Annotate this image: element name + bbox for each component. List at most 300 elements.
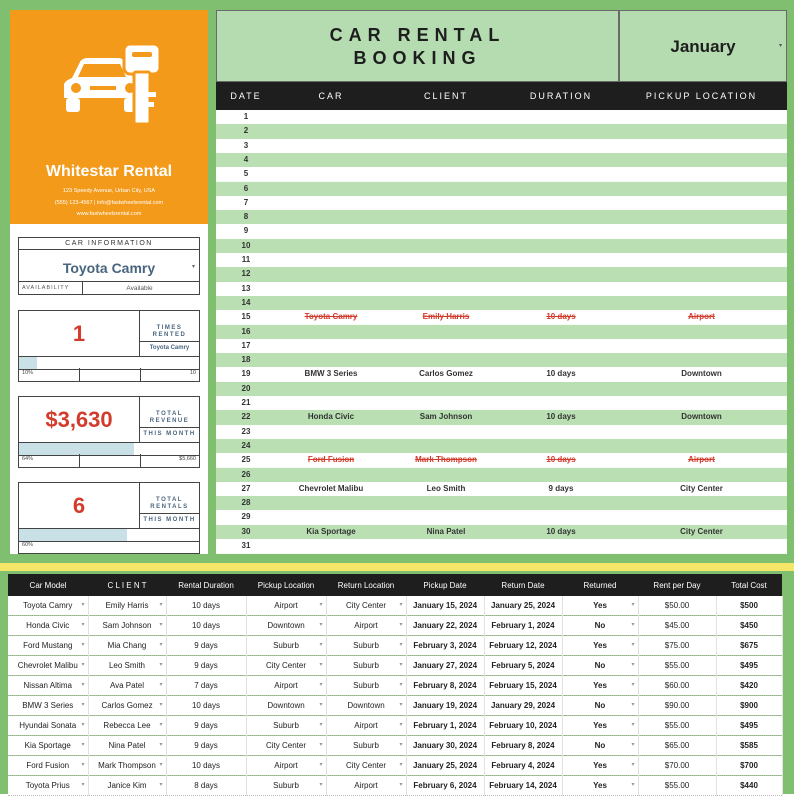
title-line1: CAR RENTAL [329, 25, 506, 45]
table-cell[interactable]: Suburb ▾ [326, 636, 406, 656]
booking-duration: 10 days [546, 369, 576, 379]
booking-duration: 10 days [546, 455, 576, 465]
booking-client: Emily Harris [422, 312, 470, 322]
table-cell[interactable]: Yes ▾ [562, 756, 638, 776]
chevron-down-icon[interactable]: ▾ [81, 602, 85, 608]
chevron-down-icon[interactable]: ▾ [159, 662, 163, 668]
table-cell: $900 [716, 696, 782, 716]
day-number: 2 [243, 126, 249, 136]
table-column-header: Return Location [326, 574, 406, 596]
table-cell[interactable]: Carlos Gomez ▾ [88, 696, 166, 716]
table-cell: February 12, 2024 [484, 636, 562, 656]
chevron-down-icon[interactable]: ▾ [159, 602, 163, 608]
calendar-row [216, 210, 787, 224]
booking-location: City Center [680, 483, 723, 493]
table-column-header: Total Cost [716, 574, 782, 596]
calendar-row [216, 367, 787, 381]
table-cell[interactable]: Airport ▾ [246, 756, 326, 776]
day-number: 17 [241, 340, 251, 350]
table-cell[interactable]: Sam Johnson ▾ [88, 616, 166, 636]
chevron-down-icon[interactable]: ▾ [399, 782, 403, 788]
month-value: January [670, 37, 736, 56]
calendar-row [216, 510, 787, 524]
day-number: 26 [241, 469, 251, 479]
booking-client: Leo Smith [426, 483, 466, 493]
booking-duration: 10 days [546, 412, 576, 422]
times-rented-pct: 10% [22, 370, 34, 376]
chevron-down-icon[interactable]: ▾ [81, 622, 85, 628]
booking-car: Toyota Camry [304, 312, 358, 322]
day-number: 12 [241, 269, 251, 279]
rentals-card [18, 482, 200, 554]
calendar-row [216, 439, 787, 453]
revenue-card [18, 396, 200, 468]
calendar-row [216, 325, 787, 339]
chevron-down-icon[interactable]: ▾ [399, 642, 403, 648]
table-cell[interactable]: Ford Fusion ▾ [8, 756, 88, 776]
chevron-down-icon[interactable]: ▾ [81, 702, 85, 708]
day-number: 29 [241, 512, 251, 522]
day-number: 1 [243, 112, 249, 121]
booking-location: Airport [688, 455, 715, 465]
chevron-down-icon[interactable]: ▾ [159, 642, 163, 648]
calendar-row [216, 310, 787, 324]
chevron-down-icon[interactable]: ▾ [631, 662, 635, 668]
table-cell[interactable]: No ▾ [562, 736, 638, 756]
booking-location: Airport [688, 312, 715, 322]
table-cell: 9 days [166, 736, 246, 756]
table-column-header: C L I E N T [88, 574, 166, 596]
day-number: 21 [241, 398, 251, 407]
day-number: 4 [243, 154, 249, 164]
col-date: DATE [230, 91, 262, 101]
table-row [8, 756, 782, 776]
divider-strip [0, 563, 794, 571]
table-cell[interactable]: Emily Harris ▾ [88, 596, 166, 616]
table-cell: February 10, 2024 [484, 716, 562, 736]
calendar-row [216, 182, 787, 196]
chevron-down-icon[interactable]: ▾ [399, 622, 403, 628]
table-row [8, 596, 782, 616]
chevron-down-icon[interactable]: ▾ [631, 682, 635, 688]
chevron-down-icon[interactable]: ▾ [399, 662, 403, 668]
table-cell[interactable]: Nina Patel ▾ [88, 736, 166, 756]
day-number: 23 [241, 426, 251, 436]
rentals-label1: TOTAL [156, 497, 183, 503]
calendar-row [216, 224, 787, 238]
table-cell[interactable]: Ava Patel ▾ [88, 676, 166, 696]
table-cell: $50.00 [638, 596, 716, 616]
rentals-progress [19, 528, 199, 542]
chevron-down-icon[interactable]: ▾ [159, 622, 163, 628]
brand-contact: (555) 123-4567 | info@fastwheelsrental.com [54, 200, 164, 206]
revenue-label2: REVENUE [149, 418, 190, 424]
table-cell: $495 [716, 656, 782, 676]
chevron-down-icon[interactable]: ▾ [631, 602, 635, 608]
chevron-down-icon[interactable]: ▾ [159, 682, 163, 688]
day-number: 3 [243, 140, 249, 150]
calendar-row [216, 453, 787, 467]
calendar-row [216, 410, 787, 424]
chevron-down-icon[interactable]: ▾ [319, 642, 323, 648]
table-cell[interactable]: Suburb ▾ [326, 676, 406, 696]
table-cell: January 22, 2024 [406, 616, 484, 636]
table-cell: January 15, 2024 [406, 596, 484, 616]
table-cell: $55.00 [638, 716, 716, 736]
chevron-down-icon[interactable]: ▾ [399, 602, 403, 608]
table-cell: 9 days [166, 636, 246, 656]
calendar-row [216, 239, 787, 253]
table-column-header: Car Model [8, 574, 88, 596]
table-cell: $55.00 [638, 776, 716, 796]
table-cell[interactable]: Airport ▾ [326, 716, 406, 736]
table-cell[interactable]: Downtown ▾ [326, 696, 406, 716]
table-cell: $55.00 [638, 656, 716, 676]
calendar-row [216, 110, 787, 124]
chevron-down-icon[interactable]: ▾ [399, 702, 403, 708]
rentals-label2: RENTALS [150, 504, 189, 510]
table-cell[interactable]: Honda Civic ▾ [8, 616, 88, 636]
table-cell: 10 days [166, 756, 246, 776]
table-cell: February 1, 2024 [484, 616, 562, 636]
table-cell[interactable]: Airport ▾ [246, 596, 326, 616]
table-column-header: Pickup Location [246, 574, 326, 596]
table-cell: January 19, 2024 [406, 696, 484, 716]
table-cell[interactable]: City Center ▾ [326, 756, 406, 776]
table-cell[interactable]: Nissan Altima ▾ [8, 676, 88, 696]
table-cell[interactable]: Suburb ▾ [246, 716, 326, 736]
table-row [8, 696, 782, 716]
table-cell[interactable]: Chevrolet Malibu ▾ [8, 656, 88, 676]
rentals-pct: 60% [22, 542, 34, 548]
day-number: 18 [241, 355, 251, 365]
table-cell[interactable]: No ▾ [562, 656, 638, 676]
day-number: 25 [241, 455, 251, 465]
day-number: 24 [241, 440, 251, 450]
table-cell[interactable]: Yes ▾ [562, 636, 638, 656]
calendar-row [216, 339, 787, 353]
table-cell: 10 days [166, 616, 246, 636]
booking-duration: 9 days [548, 483, 574, 493]
calendar-row [216, 196, 787, 210]
table-cell[interactable]: BMW 3 Series ▾ [8, 696, 88, 716]
day-number: 19 [241, 369, 251, 379]
chevron-down-icon[interactable]: ▾ [319, 602, 323, 608]
chevron-down-icon[interactable]: ▾ [319, 682, 323, 688]
availability-value: Available [126, 285, 153, 292]
car-info-header: CAR INFORMATION [19, 240, 199, 250]
table-cell: February 5, 2024 [484, 656, 562, 676]
table-cell: $420 [716, 676, 782, 696]
day-number: 6 [243, 183, 249, 193]
table-cell: 10 days [166, 596, 246, 616]
day-number: 5 [243, 169, 249, 179]
chevron-down-icon[interactable]: ▾ [81, 642, 85, 648]
times-rented-label1: TIMES [156, 325, 183, 331]
table-cell: $60.00 [638, 676, 716, 696]
booking-location: Downtown [681, 412, 722, 422]
chevron-down-icon[interactable]: ▾ [778, 43, 782, 49]
calendar-row [216, 267, 787, 281]
table-cell: $450 [716, 616, 782, 636]
table-cell[interactable]: Janice Kim ▾ [88, 776, 166, 796]
table-cell[interactable]: Yes ▾ [562, 776, 638, 796]
chevron-down-icon[interactable]: ▾ [319, 742, 323, 748]
table-cell[interactable]: Suburb ▾ [326, 736, 406, 756]
table-row [8, 616, 782, 636]
table-cell: $495 [716, 716, 782, 736]
table-cell: $585 [716, 736, 782, 756]
table-cell: January 30, 2024 [406, 736, 484, 756]
table-column-header: Pickup Date [406, 574, 484, 596]
table-cell: January 27, 2024 [406, 656, 484, 676]
calendar-row [216, 353, 787, 367]
table-cell: 10 days [166, 696, 246, 716]
car-select[interactable] [19, 253, 199, 282]
chevron-down-icon[interactable]: ▾ [631, 762, 635, 768]
chevron-down-icon[interactable]: ▾ [319, 662, 323, 668]
table-cell[interactable]: Suburb ▾ [246, 636, 326, 656]
day-number: 14 [241, 297, 251, 307]
table-cell[interactable]: City Center ▾ [246, 736, 326, 756]
times-rented-value: 1 [19, 311, 140, 356]
table-cell: January 25, 2024 [484, 596, 562, 616]
booking-location: Downtown [681, 369, 722, 379]
calendar-row [216, 153, 787, 167]
table-cell[interactable]: Yes ▾ [562, 596, 638, 616]
calendar-row [216, 253, 787, 267]
col-duration: DURATION [529, 91, 593, 101]
calendar-row [216, 382, 787, 396]
calendar-row [216, 425, 787, 439]
table-cell: February 4, 2024 [484, 756, 562, 776]
times-rented-sub: Toyota Camry [140, 341, 199, 357]
booking-client: Nina Patel [426, 526, 466, 536]
table-cell[interactable]: Airport ▾ [326, 616, 406, 636]
table-cell[interactable]: Yes ▾ [562, 676, 638, 696]
day-number: 13 [241, 283, 251, 293]
table-cell[interactable]: Mark Thompson ▾ [88, 756, 166, 776]
booking-car: Ford Fusion [307, 455, 355, 465]
chevron-down-icon[interactable]: ▾ [319, 722, 323, 728]
chevron-down-icon[interactable]: ▾ [399, 762, 403, 768]
day-number: 15 [241, 312, 251, 322]
revenue-value: $3,630 [19, 397, 140, 442]
table-cell: February 8, 2024 [484, 736, 562, 756]
chevron-down-icon[interactable]: ▾ [319, 702, 323, 708]
calendar-row [216, 296, 787, 310]
day-number: 8 [243, 212, 249, 222]
chevron-down-icon[interactable]: ▾ [159, 782, 163, 788]
calendar-row [216, 124, 787, 138]
table-row [8, 636, 782, 656]
table-cell[interactable]: City Center ▾ [326, 596, 406, 616]
revenue-sub: THIS MONTH [140, 427, 199, 443]
table-cell[interactable]: Toyota Prius ▾ [8, 776, 88, 796]
table-cell: $675 [716, 636, 782, 656]
table-column-header: Rental Duration [166, 574, 246, 596]
booking-duration: 10 days [546, 312, 576, 322]
chevron-down-icon[interactable]: ▾ [631, 702, 635, 708]
chevron-down-icon[interactable]: ▾ [159, 742, 163, 748]
table-cell[interactable]: Mia Chang ▾ [88, 636, 166, 656]
day-number: 22 [241, 412, 251, 422]
car-key-icon [54, 40, 164, 140]
table-cell: February 3, 2024 [406, 636, 484, 656]
chevron-down-icon[interactable]: ▾ [631, 642, 635, 648]
table-cell: $70.00 [638, 756, 716, 776]
booking-car: Chevrolet Malibu [298, 483, 364, 493]
table-row [8, 716, 782, 736]
car-info-card [18, 237, 200, 295]
booking-client: Carlos Gomez [419, 369, 473, 379]
table-cell: January 29, 2024 [484, 696, 562, 716]
table-cell: $700 [716, 756, 782, 776]
col-car: CAR [318, 91, 344, 101]
day-number: 30 [241, 526, 251, 536]
table-cell[interactable]: No ▾ [562, 616, 638, 636]
table-column-header: Returned [562, 574, 638, 596]
calendar-row [216, 282, 787, 296]
times-rented-max: 10 [189, 370, 196, 376]
col-client: CLIENT [423, 91, 468, 101]
day-number: 7 [243, 197, 249, 207]
rentals-value: 6 [19, 483, 140, 528]
table-cell[interactable]: Suburb ▾ [326, 656, 406, 676]
booking-car: BMW 3 Series [304, 369, 358, 379]
table-cell[interactable]: Kia Sportage ▾ [8, 736, 88, 756]
table-cell: $45.00 [638, 616, 716, 636]
calendar-header [216, 82, 787, 110]
table-cell: $440 [716, 776, 782, 796]
table-cell[interactable]: Airport ▾ [326, 776, 406, 796]
calendar-row [216, 139, 787, 153]
chevron-down-icon[interactable]: ▾ [81, 762, 85, 768]
table-row [8, 676, 782, 696]
times-rented-label2: RENTED [152, 332, 187, 338]
table-cell: $500 [716, 596, 782, 616]
selected-car: Toyota Camry [62, 260, 156, 276]
brand-name: Whitestar Rental [45, 163, 173, 180]
booking-location: City Center [680, 526, 723, 536]
table-cell[interactable]: Leo Smith ▾ [88, 656, 166, 676]
chevron-down-icon[interactable]: ▾ [159, 702, 163, 708]
chevron-down-icon[interactable]: ▾ [399, 682, 403, 688]
table-row [8, 656, 782, 676]
chevron-down-icon[interactable]: ▾ [631, 622, 635, 628]
table-cell[interactable]: No ▾ [562, 696, 638, 716]
rentals-table [8, 574, 783, 796]
day-number: 27 [241, 483, 251, 493]
chevron-down-icon[interactable]: ▾ [631, 782, 635, 788]
chevron-down-icon[interactable]: ▾ [81, 782, 85, 788]
booking-client: Sam Johnson [419, 412, 473, 422]
booking-duration: 10 days [546, 526, 576, 536]
table-cell[interactable]: Ford Mustang ▾ [8, 636, 88, 656]
table-column-header: Rent per Day [638, 574, 716, 596]
table-cell: 7 days [166, 676, 246, 696]
day-number: 11 [241, 255, 251, 264]
table-cell[interactable]: Airport ▾ [246, 676, 326, 696]
table-cell[interactable]: Downtown ▾ [246, 696, 326, 716]
booking-client: Mark Thompson [415, 455, 477, 465]
chevron-down-icon[interactable]: ▾ [319, 622, 323, 628]
table-cell: $75.00 [638, 636, 716, 656]
chevron-down-icon[interactable]: ▾ [81, 742, 85, 748]
table-cell[interactable]: Yes ▾ [562, 716, 638, 736]
title-cell [216, 10, 619, 82]
chevron-down-icon[interactable]: ▾ [81, 722, 85, 728]
chevron-down-icon[interactable]: ▾ [159, 762, 163, 768]
table-cell: $90.00 [638, 696, 716, 716]
table-cell: February 6, 2024 [406, 776, 484, 796]
table-cell: February 14, 2024 [484, 776, 562, 796]
table-cell[interactable]: Hyundai Sonata ▾ [8, 716, 88, 736]
day-number: 9 [243, 226, 249, 236]
table-cell: 9 days [166, 716, 246, 736]
table-row [8, 736, 782, 756]
revenue-label1: TOTAL [156, 411, 183, 417]
day-number: 28 [241, 498, 251, 508]
chevron-down-icon[interactable]: ▾ [159, 722, 163, 728]
table-cell: January 25, 2024 [406, 756, 484, 776]
chevron-down-icon[interactable]: ▾ [191, 264, 195, 270]
chevron-down-icon[interactable]: ▾ [631, 742, 635, 748]
calendar-row [216, 468, 787, 482]
table-cell[interactable]: City Center ▾ [246, 656, 326, 676]
chevron-down-icon[interactable]: ▾ [631, 722, 635, 728]
brand-website[interactable]: www.fastwheelsrental.com [76, 211, 142, 217]
calendar-row [216, 525, 787, 539]
revenue-pct: 64% [22, 456, 34, 462]
table-cell: 8 days [166, 776, 246, 796]
table-cell[interactable]: Rebecca Lee ▾ [88, 716, 166, 736]
calendar-row [216, 396, 787, 410]
table-column-header: Return Date [484, 574, 562, 596]
availability-label: AVAILABILITY [19, 282, 83, 295]
day-number: 16 [241, 326, 251, 336]
brand-address: 123 Speedy Avenue, Urban City, USA [62, 188, 156, 194]
rentals-sub: THIS MONTH [140, 513, 199, 529]
month-select[interactable] [619, 10, 787, 82]
chevron-down-icon[interactable]: ▾ [319, 762, 323, 768]
table-cell[interactable]: Toyota Camry ▾ [8, 596, 88, 616]
day-number: 31 [241, 541, 251, 550]
chevron-down-icon[interactable]: ▾ [81, 662, 85, 668]
table-cell: February 15, 2024 [484, 676, 562, 696]
table-cell[interactable]: Downtown ▾ [246, 616, 326, 636]
table-cell: $65.00 [638, 736, 716, 756]
calendar-row [216, 482, 787, 496]
title-line2: BOOKING [353, 48, 482, 68]
day-number: 10 [241, 240, 251, 250]
chevron-down-icon[interactable]: ▾ [399, 742, 403, 748]
chevron-down-icon[interactable]: ▾ [319, 782, 323, 788]
booking-car: Kia Sportage [306, 526, 356, 536]
chevron-down-icon[interactable]: ▾ [399, 722, 403, 728]
revenue-max: $5,660 [179, 456, 196, 462]
table-row [8, 776, 782, 796]
booking-car: Honda Civic [307, 412, 355, 422]
col-pickup-location: PICKUP LOCATION [645, 91, 758, 101]
calendar-row [216, 167, 787, 181]
calendar-row [216, 539, 787, 553]
table-cell: February 8, 2024 [406, 676, 484, 696]
table-cell: 9 days [166, 656, 246, 676]
chevron-down-icon[interactable]: ▾ [81, 682, 85, 688]
table-cell[interactable]: Suburb ▾ [246, 776, 326, 796]
calendar-row [216, 496, 787, 510]
